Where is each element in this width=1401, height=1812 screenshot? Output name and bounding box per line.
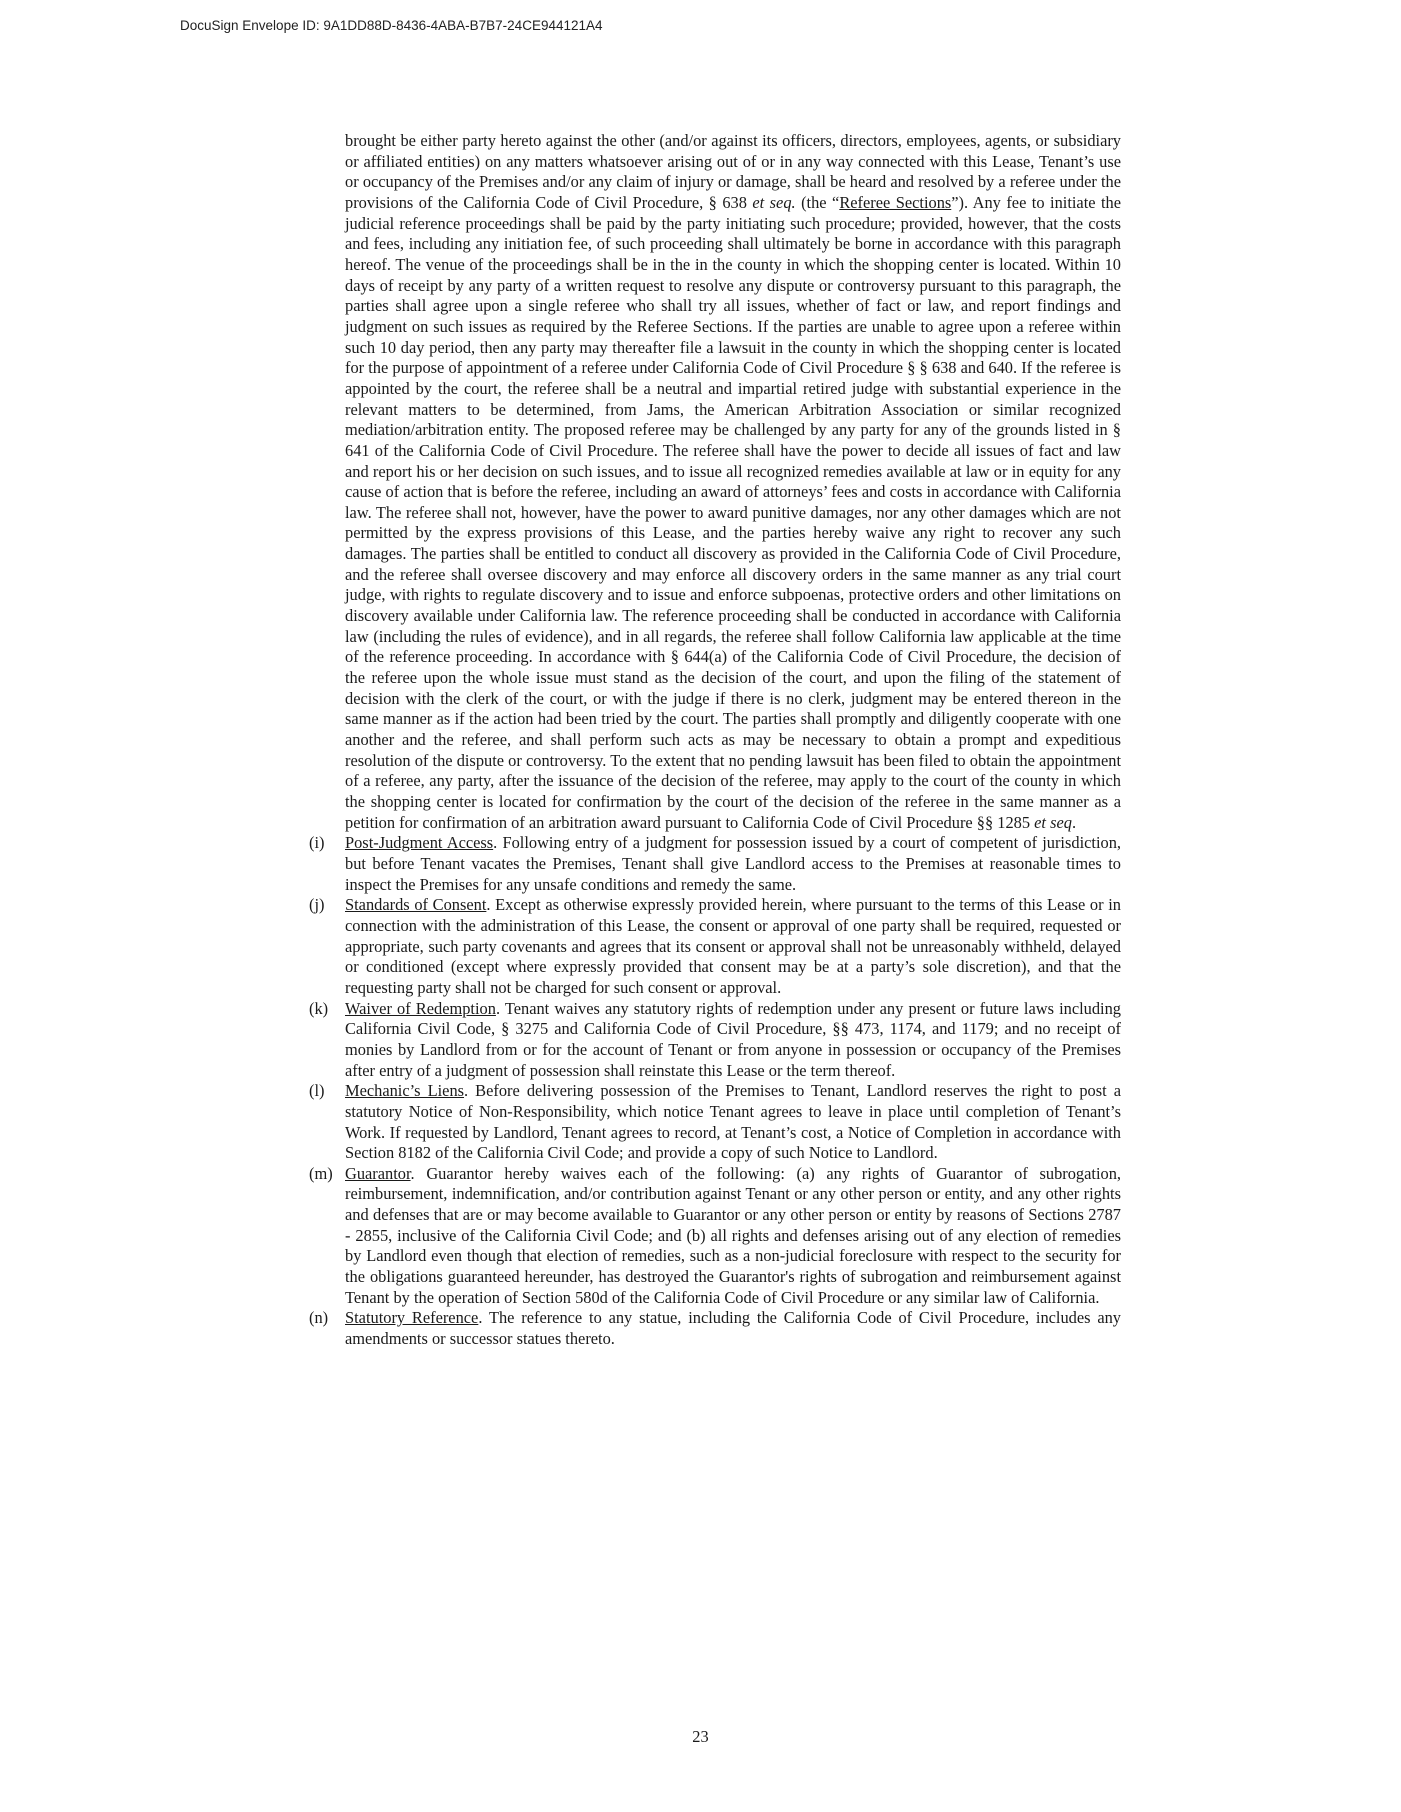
section-j-standards-of-consent [309, 895, 1121, 998]
docusign-envelope-id: DocuSign Envelope ID: 9A1DD88D-8436-4ABA-B7B7-24CE944121A4 [180, 18, 603, 33]
section-k-waiver-of-redemption [309, 999, 1121, 1082]
section-text: . Except as otherwise expressly provided herein, where pursuant to the terms of this Lease or in connection with the administration of this Lease, the consent or approval of one party shall be required, requested or appropriate, such party covenants and agrees that its consent or approval shall not be unreasonably withheld, delayed or conditioned (except where expressly provided that consent may be at a party’s sole discretion), and that the requesting party shall not be charged for such consent or approval. [345, 895, 1122, 997]
continuation-text-1: brought be either party hereto against the other (and/or against its officers, directors, employees, agents, or subsidiary or affiliated entities) on any matters whatsoever arising out of or in any way connected with this Lease, Tenant’s use or occupancy of the Premises and/or any claim of injury or damage, shall be heard and resolved by a referee under the provisions of the California Code of Civil Procedure, § 638 [345, 131, 1121, 212]
section-label: (n) [309, 1308, 329, 1328]
continuation-text-2: (the “ [795, 192, 840, 212]
et-seq-2: et seq [1034, 812, 1072, 832]
page-number: 23 [692, 1727, 709, 1746]
section-label: (m) [309, 1163, 333, 1183]
judicial-reference-continuation [345, 131, 1121, 833]
section-heading: Standards of Consent [345, 895, 487, 915]
lease-page-body [309, 131, 1121, 1350]
section-heading: Post-Judgment Access [345, 833, 494, 853]
section-label: (k) [309, 998, 329, 1018]
referee-sections-term: Referee Sections [839, 192, 952, 212]
section-i-post-judgment-access [309, 833, 1121, 895]
section-label: (i) [309, 833, 325, 853]
section-l-mechanics-liens [309, 1081, 1121, 1164]
continuation-text-4: . [1071, 812, 1077, 832]
section-heading: Statutory Reference [345, 1308, 479, 1328]
section-heading: Guarantor [345, 1163, 411, 1183]
section-text: . Following entry of a judgment for possession issued by a court of competent of jurisdiction, but before Tenant vacates the Premises, Tenant shall give Landlord access to the Premises at reasonable times to inspect the Premises for any unsafe conditions and remedy the same. [345, 833, 1121, 894]
section-n-statutory-reference [309, 1308, 1121, 1349]
section-heading: Mechanic’s Liens [345, 1081, 465, 1101]
section-m-guarantor [309, 1164, 1121, 1309]
section-text: . The reference to any statue, including the California Code of Civil Procedure, includes any amendments or successor statues thereto. [345, 1308, 1121, 1349]
et-seq-1: et seq. [752, 192, 796, 212]
section-label: (l) [309, 1081, 325, 1101]
section-label: (j) [309, 895, 325, 915]
section-text: . Tenant waives any statutory rights of redemption under any present or future laws including California Civil Code, § 3275 and California Code of Civil Procedure, §§ 473, 1174, and 1179; and no receipt of monies by Landlord from or for the account of Tenant or from anyone in possession or occupancy of the Premises after entry of a judgment of possession shall reinstate this Lease or the term thereof. [345, 998, 1121, 1080]
section-text: . Before delivering possession of the Premises to Tenant, Landlord reserves the right to post a statutory Notice of Non-Responsibility, which notice Tenant agrees to leave in place until completion of Tenant’s Work. If requested by Landlord, Tenant agrees to record, at Tenant’s cost, a Notice of Completion in accordance with Section 8182 of the California Civil Code; and provide a copy of such Notice to Landlord. [345, 1081, 1122, 1163]
section-text: . Guarantor hereby waives each of the following: (a) any rights of Guarantor of subrogation, reimbursement, indemnification, and/or contribution against Tenant or any other person or entity, and any other rights and defenses that are or may become available to Guarantor or any other person or entity by reasons of Sections 2787 - 2855, inclusive of the California Civil Code; and (b) all rights and defenses arising out of any election of remedies by Landlord even though that election of remedies, such as a non-judicial foreclosure with respect to the security for the obligations guaranteed hereunder, has destroyed the Guarantor's rights of subrogation and reimbursement against Tenant by the operation of Section 580d of the California Code of Civil Procedure or any similar law of California. [345, 1163, 1121, 1307]
section-heading: Waiver of Redemption [345, 998, 496, 1018]
continuation-text-3: ”). Any fee to initiate the judicial reference proceedings shall be paid by the party initiating such procedure; provided, however, that the costs and fees, including any initiation fee, of such proceeding shall ultimately be borne in accordance with this paragraph hereof. The venue of the proceedings shall be in the in the county in which the shopping center is located. Within 10 days of receipt by any party of a written request to resolve any dispute or controversy pursuant to this paragraph, the parties shall agree upon a single referee who shall try all issues, whether of fact or law, and report findings and judgment on such issues as required by the Referee Sections. If the parties are unable to agree upon a referee within such 10 day period, then any party may thereafter file a lawsuit in the county in which the shopping center is located for the purpose of appointment of a referee under California Code of Civil Procedure § § 638 and 640. If the referee is appointed by the court, the referee shall be a neutral and impartial retired judge with substantial experience in the relevant matters to be determined, from Jams, the American Arbitration Association or similar recognized mediation/arbitration entity. The proposed referee may be challenged by any party for any of the grounds listed in § 641 of the California Code of Civil Procedure. The referee shall have the power to decide all issues of fact and law and report his or her decision on such issues, and to issue all recognized remedies available at law or in equity for any cause of action that is before the referee, including an award of attorneys’ fees and costs in accordance with California law. The referee shall not, however, have the power to award punitive damages, nor any other damages which are not permitted by the express provisions of this Lease, and the parties hereby waive any right to recover any such damages. The parties shall be entitled to conduct all discovery as provided in the California Code of Civil Procedure, and the referee shall oversee discovery and may enforce all discovery orders in the same manner as any trial court judge, with rights to regulate discovery and to issue and enforce subpoenas, protective orders and other limitations on discovery available under California law. The reference proceeding shall be conducted in accordance with California law (including the rules of evidence), and in all regards, the referee shall follow California law applicable at the time of the reference proceeding. In accordance with § 644(a) of the California Code of Civil Procedure, the decision of the referee upon the whole issue must stand as the decision of the court, and upon the filing of the statement of decision with the clerk of the court, or with the judge if there is no clerk, judgment may be entered thereon in the same manner as if the action had been tried by the court. The parties shall promptly and diligently cooperate with one another and the referee, and shall perform such acts as may be necessary to obtain a prompt and expeditious resolution of the dispute or controversy. To the extent that no pending lawsuit has been filed to obtain the appointment of a referee, any party, after the issuance of the decision of the referee, may apply to the court of the county in which the shopping center is located for confirmation by the court of the decision of the referee in the same manner as a petition for confirmation of an arbitration award pursuant to California Code of Civil Procedure §§ 1285 [345, 192, 1122, 832]
